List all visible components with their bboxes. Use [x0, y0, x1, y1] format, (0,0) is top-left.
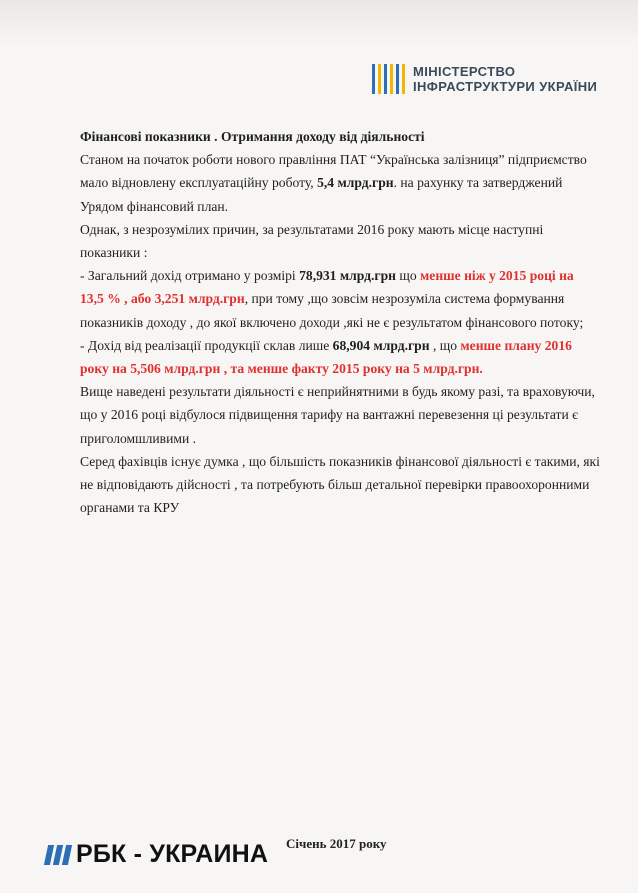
text: - Дохід від реалізації продукції склав лише [80, 337, 333, 353]
highlight-amount: 78,931 млрд.грн [299, 268, 396, 284]
logo-bar [396, 64, 399, 94]
ministry-name [413, 64, 597, 94]
document-title: Фінансові показники . Отримання доходу від діяльності [80, 129, 425, 144]
highlight-red: менше ніж у 2015 році на 13,5 % , або 3,251 млрд.грн [80, 268, 574, 307]
text: , при тому ,що зовсім незрозуміла система формування показників доходу , до якої включено доходи ,які не є результатом фінансового потоку; [80, 291, 584, 330]
text: - Загальний дохід отримано у розмірі [80, 268, 300, 284]
logo-bar [402, 64, 405, 94]
logo-bar [372, 64, 375, 94]
document-body [80, 125, 600, 519]
text: , що [429, 337, 461, 353]
paragraph-experts: Серед фахівців існує думка , що більшість показників фінансової діяльності є такими, які не відповідають дійсності , та потребують більш детальної перевірки правоохоронними органами та КРУ [80, 453, 600, 516]
highlight-amount: 68,904 млрд.грн [332, 337, 430, 353]
rbk-mark-bar [62, 845, 72, 865]
document-date: Січень 2017 року [286, 836, 387, 851]
paragraph-however: Однак, з незрозумілих причин, за результатами 2016 року мають місце наступні показники : [80, 221, 544, 261]
text: . на рахунку та затверджений Урядом фінансовий план. [80, 175, 563, 214]
highlight-amount: 5,4 млрд.грн [317, 175, 394, 191]
logo-bar [390, 64, 393, 94]
ministry-name-line1: МІНІСТЕРСТВО [413, 64, 516, 79]
text: Станом на початок роботи нового правління ПАТ “Українська залізниця” підприємство мало відновлену експлуатаційну роботу, [80, 152, 587, 191]
rbk-brand-text: РБК - УКРАИНА [76, 840, 269, 868]
logo-bar [384, 64, 387, 94]
scan-artifact [0, 0, 638, 46]
paragraph-total-income [80, 264, 600, 334]
ministry-logo [372, 64, 597, 94]
paragraph-sales-income [80, 334, 600, 380]
paragraph-results: Вище наведені результати діяльності є неприйнятними в будь якому разі, та враховуючи, що у 2016 році відбулося підвищення тарифу на вантажні перевезення ці результати є приголомшливими . [80, 384, 595, 446]
ministry-logo-bars-icon [372, 64, 405, 94]
highlight-red: менше плану 2016 року на 5,506 млрд.грн , та менше факту 2015 року на 5 млрд.грн. [80, 337, 572, 377]
paragraph-intro [80, 148, 600, 218]
ministry-name-line2: ІНФРАСТРУКТУРИ УКРАЇНИ [413, 79, 598, 94]
logo-bar [378, 64, 381, 94]
rbk-logo [46, 840, 268, 869]
text: що [395, 268, 421, 284]
rbk-mark-icon [46, 845, 70, 865]
